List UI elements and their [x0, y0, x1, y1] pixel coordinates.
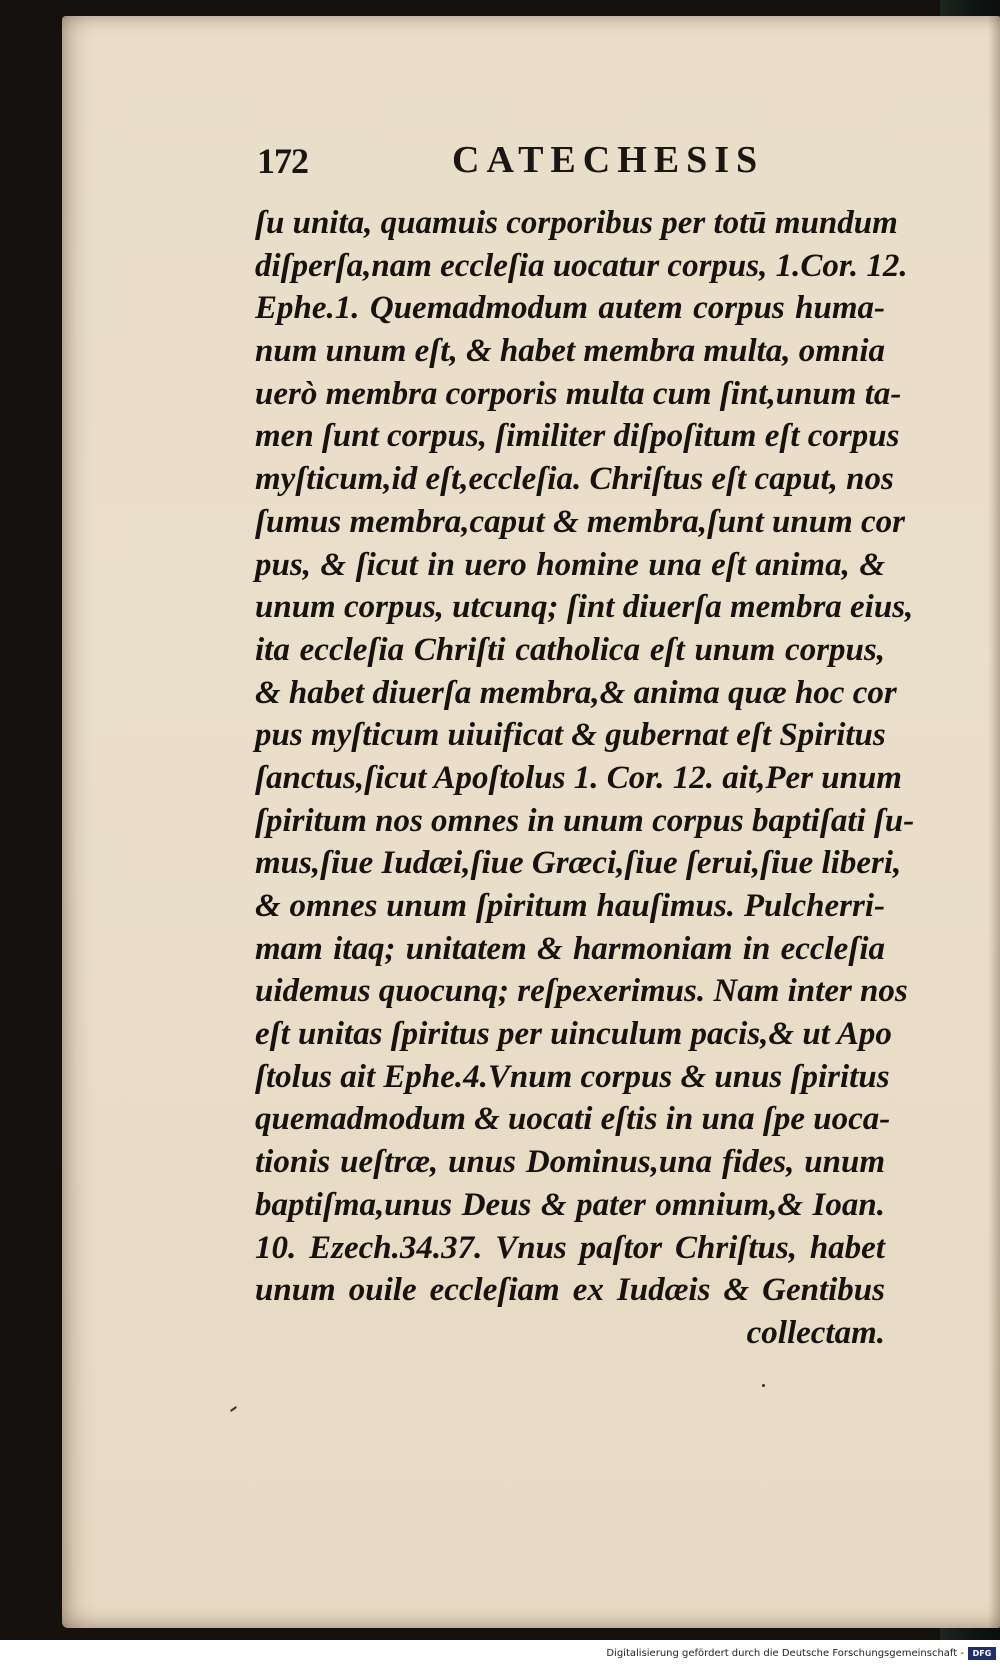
footer-bar — [0, 1640, 1000, 1672]
text-line: pus myſticum uiuificat & gubernat eſt Spiritus — [255, 717, 886, 754]
book-page — [62, 16, 1000, 1628]
digitization-credit: Digitalisierung gefördert durch die Deutsche Forschungsgemeinschaft - — [606, 1648, 964, 1659]
text-block — [255, 202, 915, 1355]
text-line: pus, & ſicut in uero homine una eſt anima, & — [255, 546, 885, 583]
text-line: men ſunt corpus, ſimiliter diſpoſitum eſt corpus — [255, 418, 900, 455]
text-line: eſt unitas ſpiritus per uinculum pacis,& ut Apo — [255, 1016, 892, 1053]
text-line: ſtolus ait Ephe.4.Vnum corpus & unus ſpiritus — [255, 1058, 890, 1095]
text-line: num unum eſt, & habet membra multa, omnia — [255, 333, 885, 370]
text-line: ſu unita, quamuis corporibus per totū mundum — [255, 205, 898, 241]
text-line: uidemus quocunq; reſpexerimus. Nam inter nos — [255, 973, 908, 1010]
text-line: ſanctus,ſicut Apoſtolus 1. Cor. 12. ait,Per unum — [255, 759, 902, 796]
text-line: ita eccleſia Chriſti catholica eſt unum corpus, — [255, 631, 885, 668]
ink-speck — [230, 1406, 237, 1412]
text-line: mus,ſiue Iudæi,ſiue Græci,ſiue ſerui,ſiue liberi, — [255, 845, 902, 882]
text-line: ſumus membra,caput & membra,ſunt unum cor — [255, 503, 906, 540]
text-line: quemadmodum & uocati eſtis in una ſpe uoca- — [255, 1101, 891, 1138]
text-line: & omnes unum ſpiritum hauſimus. Pulcherri- — [255, 888, 885, 924]
dfg-logo: DFG — [968, 1647, 996, 1660]
text-line: baptiſma,unus Deus & pater omnium,& Ioan. — [255, 1186, 885, 1223]
text-line: mam itaq; unitatem & harmoniam in eccleſia — [255, 930, 885, 967]
text-line: unum corpus, utcunq; ſint diuerſa membra eius, — [255, 589, 914, 626]
text-line: & habet diuerſa membra,& anima quæ hoc cor — [255, 674, 897, 711]
text-line: 10. Ezech.34.37. Vnus paſtor Chriſtus, habet — [255, 1229, 885, 1266]
text-line: ſpiritum nos omnes in unum corpus baptiſati ſu- — [255, 802, 915, 839]
text-line: Ephe.1. Quemadmodum autem corpus huma- — [255, 290, 885, 327]
catchword: collectam. — [746, 1314, 885, 1351]
page-number: 172 — [257, 141, 308, 181]
text-line: uerò membra corporis multa cum ſint,unum ta- — [255, 375, 902, 412]
running-title: CATECHESIS — [452, 139, 765, 181]
page-edge-shadow — [988, 16, 1000, 1628]
running-head — [257, 134, 867, 184]
text-line: unum ouile eccleſiam ex Iudæis & Gentibus — [255, 1272, 885, 1309]
text-line: tionis ueſtræ, unus Dominus,una fides, unum — [255, 1144, 885, 1181]
ink-speck — [762, 1384, 765, 1387]
text-line: diſperſa,nam eccleſia uocatur corpus, 1.Cor. 12. — [255, 247, 908, 284]
text-line: myſticum,id eſt,eccleſia. Chriſtus eſt caput, nos — [255, 461, 894, 498]
